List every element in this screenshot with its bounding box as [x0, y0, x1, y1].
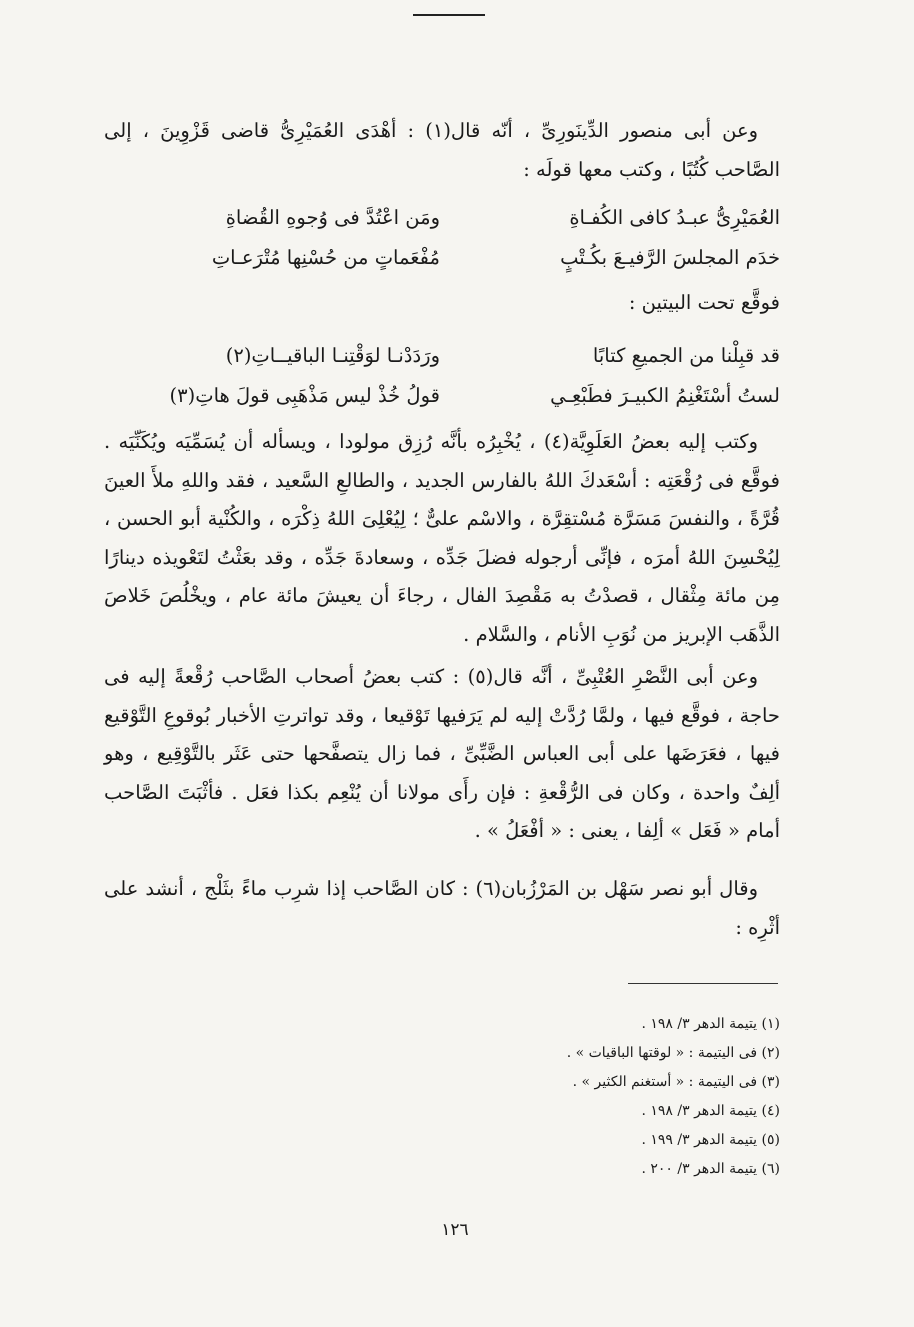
footnote: (٦) يتيمة الدهر ٣/ ٢٠٠ .: [641, 1161, 780, 1177]
paragraph-5: [104, 870, 780, 947]
paragraph-2: [104, 284, 780, 323]
verse-line: [120, 237, 780, 277]
paragraph-4: [104, 658, 780, 851]
paragraph-text: وعن أبى منصور الدِّينَورِىِّ ، أنّه قال(١) : أهْدَى العُمَيْرِىُّ قاضى قَزْوِينَ ، إلى الصَّاحب كُتُبًا ، وكتب معها قولَه :: [104, 119, 780, 181]
footnote: (٣) فى اليتيمة : « أستغنم الكثير » .: [572, 1074, 780, 1090]
paragraph-text: وقال أبو نصر سَهْل بن المَرْزُبان(٦) : كان الصَّاحب إذا شرِب ماءً بثَلْج ، أنشد على أثْرِه :: [104, 877, 780, 939]
paragraph-text: فوقَّع تحت البيتين :: [628, 291, 780, 314]
footnote: (٢) فى اليتيمة : « لوقتها الباقيات » .: [566, 1045, 780, 1061]
verse-line: [120, 197, 780, 237]
verse-hemistich-left: ومَن اعْتُدَّ فى وُجوهِ القُضاةِ: [225, 205, 440, 229]
paragraph-text: وكتب إليه بعضُ العَلَوِيَّة(٤) ، يُخْبِرُه بأنَّه رُزِق مولودا ، ويسأله أن يُسَمِّيَه ويُكَنِّيَه . فوقَّع فى رُقْعَتِه : أسْعَدكَ اللهُ بالفارس الجديد ، والطالعِ السَّعيد ، فقد واللهِ ملأَ العينَ قُرَّةً ، والنفسَ مَسَرَّة مُسْتقِرَّة ، والاسْم علىٌّ ؛ لِيُعْلِىَ اللهُ ذِكْرَه ، والكُنْية أبو الحسن ، لِيُحْسِنَ اللهُ أمرَه ، فإنِّى أرجوله فضلَ جَدِّه ، وسعادةَ جَدِّه ، وقد بعَثْتُ لتَعْويذه دينارًا مِن مائة مِثْقال ، قصدْتُ به مَقْصِدَ الفال ، رجاءَ أن يعيشَ مائة عام ، ويخْلُصَ خَلاصَ الذَّهَب الإبريز من نُوَبِ الأنام ، والسَّلام .: [104, 430, 780, 646]
verse-hemistich-left: مُفْعَماتٍ من حُسْنِها مُتْرَعـاتِ: [211, 245, 440, 269]
footnote-separator: [628, 983, 778, 984]
verse-line: [120, 375, 780, 415]
footnote: (٥) يتيمة الدهر ٣/ ١٩٩ .: [641, 1132, 780, 1148]
page-number: ١٢٦: [441, 1220, 469, 1240]
verse-block-2: [120, 335, 780, 415]
paragraph-1: [104, 112, 780, 189]
verse-hemistich-right: العُمَيْرِىُّ عبـدُ كافى الكُفـاةِ: [569, 205, 780, 229]
verse-hemistich-left: قولُ خُذْ ليس مَذْهَبِى قولَ هاتِ(٣): [169, 383, 440, 407]
verse-block-1: [120, 197, 780, 277]
footnote: (١) يتيمة الدهر ٣/ ١٩٨ .: [641, 1016, 780, 1032]
footnotes: [480, 1010, 780, 1184]
paragraph-3: [104, 423, 780, 654]
verse-hemistich-right: لستُ أسْتَغْنِمُ الكبيـرَ فطَبْعِـي: [550, 383, 780, 407]
paragraph-text: وعن أبى النَّصْرِ العُتْبِىِّ ، أنَّه قال(٥) : كتب بعضُ أصحاب الصَّاحب رُقْعةً إليه فى حاجة ، فوقَّع فيها ، ولمَّا رُدَّتْ إليه لم يَرَفيها تَوْقيعا ، وقد تواترتِ الأخبار بُوقوعِ التَّوْقيع فيها ، فعَرَضَها على أبى العباس الضَّبِّىِّ ، فما زال يتصفَّحها حتى عَثَر بالتَّوْقِيع ، وهو ألِفٌ واحدة ، وكان فى الرُّقْعةِ : فإن رأَى مولانا أن يُنْعِم بكذا فعَل . فأثْبَتَ الصَّاحب أمام « فَعَل » ألِفا ، يعنى : « أفْعَلُ » .: [104, 665, 780, 842]
top-rule: [413, 14, 485, 16]
footnote: (٤) يتيمة الدهر ٣/ ١٩٨ .: [641, 1103, 780, 1119]
verse-hemistich-right: قد قبِلْنا من الجميعِ كتابًا: [592, 343, 780, 367]
verse-hemistich-left: ورَدَدْنـا لوَقْتِنـا الباقيــاتِ(٢): [225, 343, 440, 367]
verse-hemistich-right: خدَم المجلسَ الرَّفيـعَ بكُـتْبٍ: [560, 245, 780, 269]
verse-line: [120, 335, 780, 375]
